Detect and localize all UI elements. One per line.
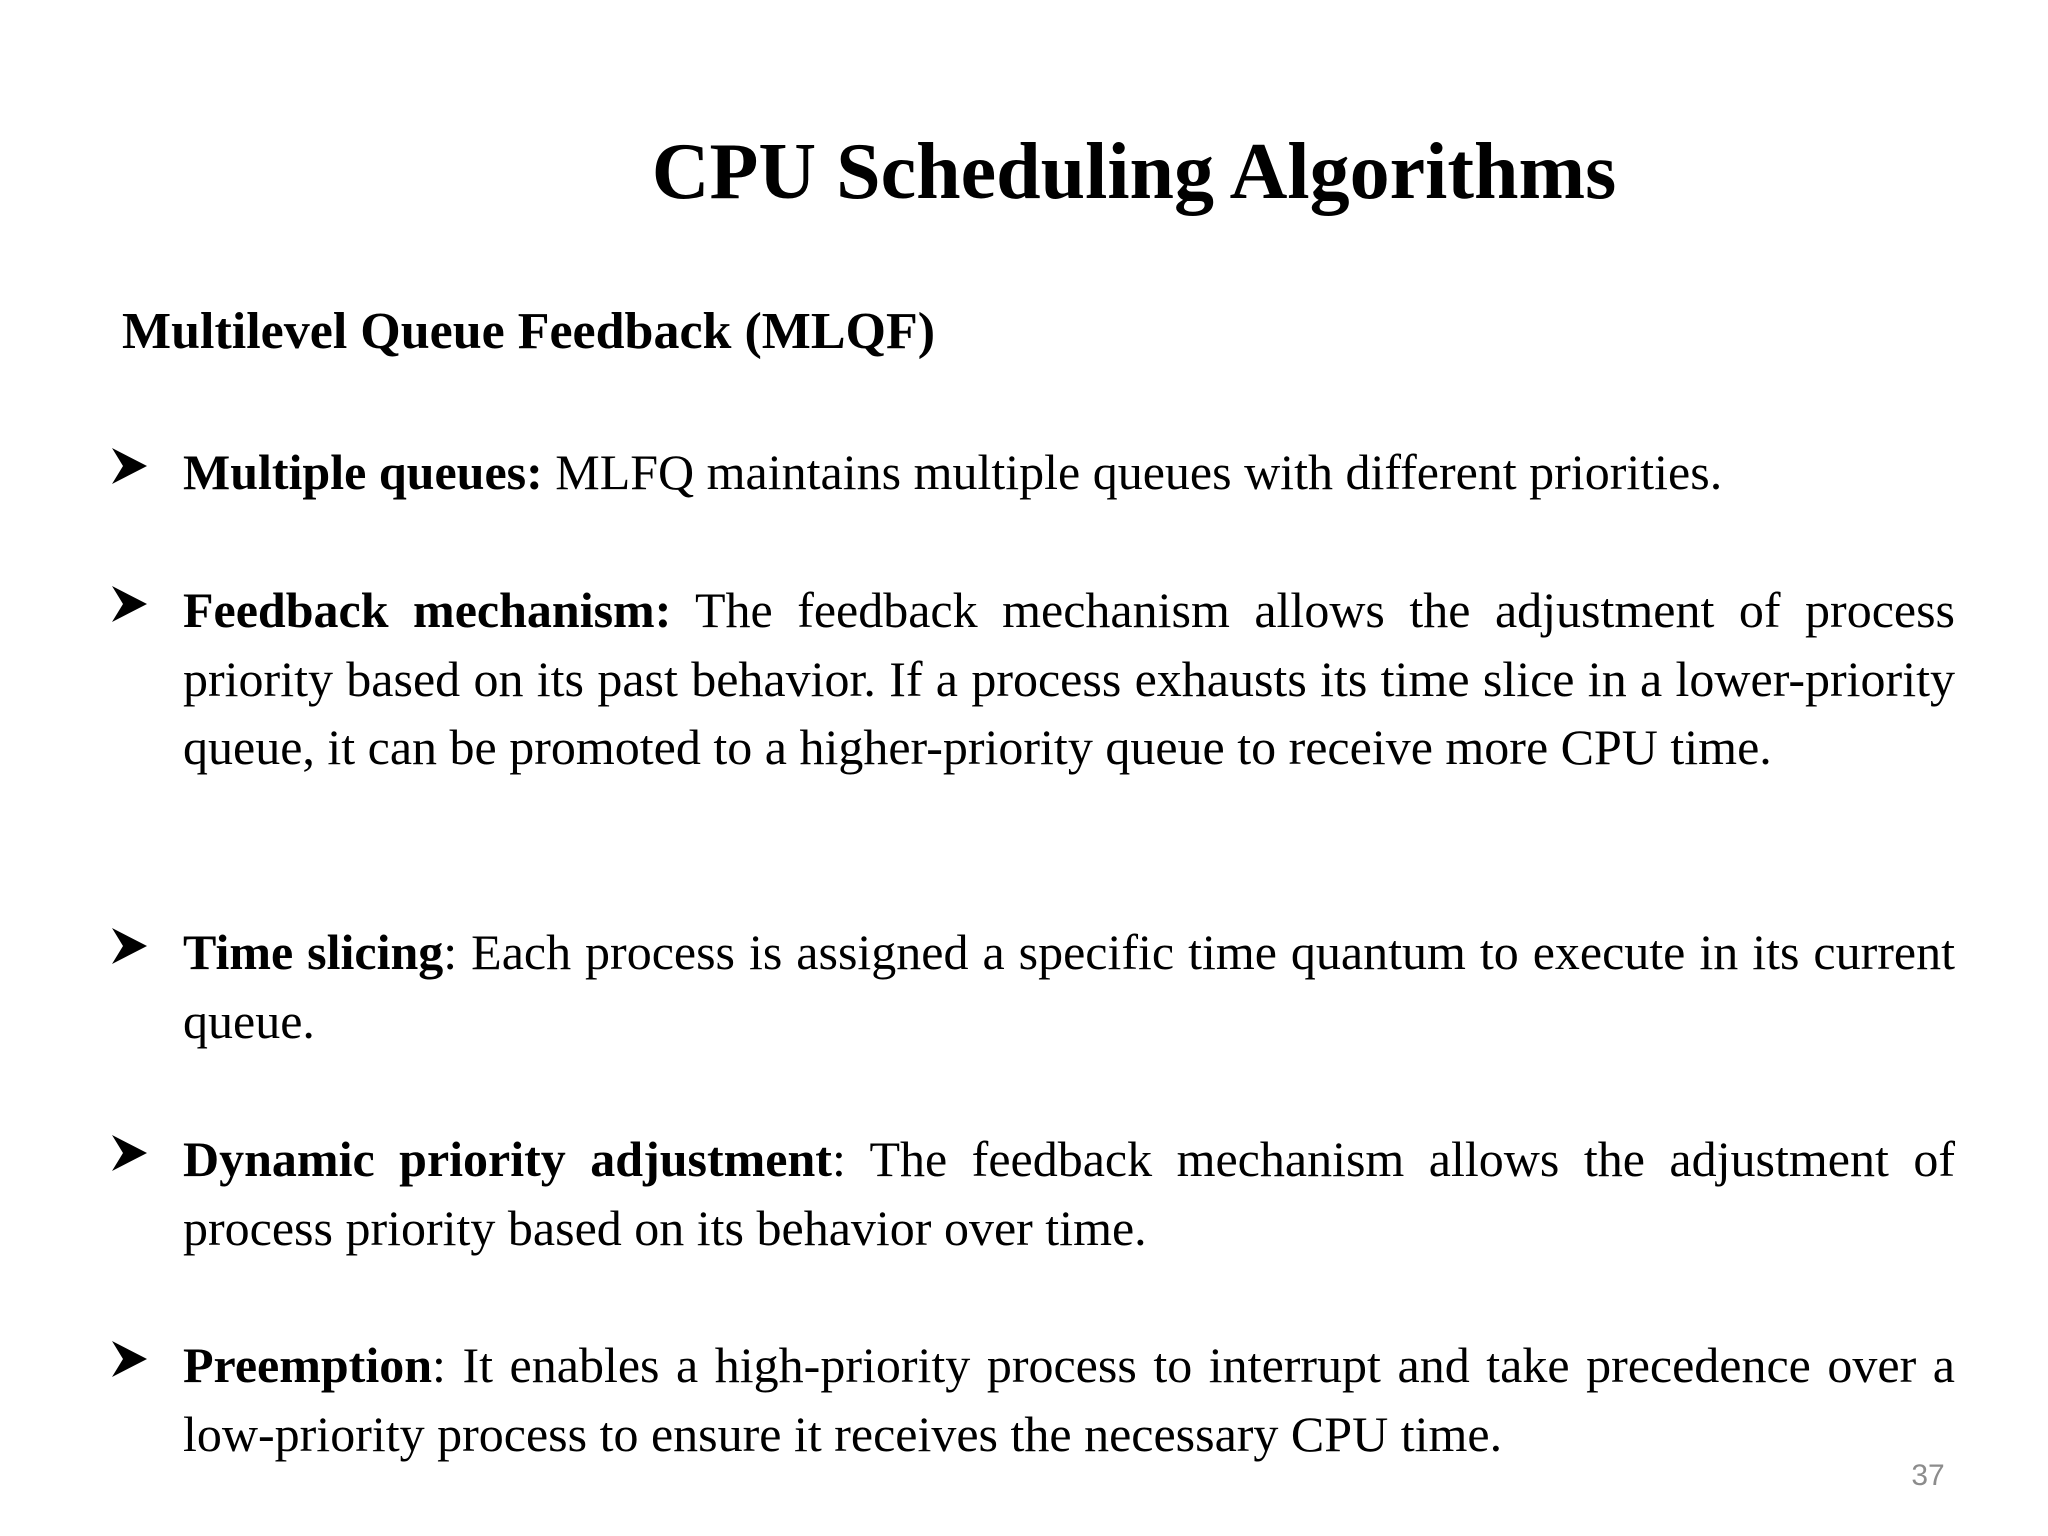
bullet-item-multiple-queues <box>183 438 1955 507</box>
arrowhead-bullet-icon <box>109 584 149 624</box>
bullet-item-feedback-mechanism <box>183 576 1955 782</box>
bullet-text: MLFQ maintains multiple queues with different priorities. <box>542 444 1723 500</box>
section-heading: Multilevel Queue Feedback (MLQF) <box>122 303 936 360</box>
page-number: 37 <box>1911 1459 1945 1492</box>
slide-title: CPU Scheduling Algorithms <box>651 128 1617 216</box>
bullet-term: Time slicing <box>183 924 444 980</box>
arrowhead-bullet-icon <box>109 926 149 966</box>
bullet-text: : Each process is assigned a specific time quantum to execute in its current queue. <box>183 924 1955 1049</box>
arrowhead-bullet-icon <box>109 1339 149 1379</box>
bullet-item-time-slicing <box>183 918 1955 1055</box>
bullet-text: : The feedback mechanism allows the adjustment of process priority based on its behavior over time. <box>183 1131 1955 1256</box>
bullet-item-preemption <box>183 1331 1955 1468</box>
bullet-term: Feedback mechanism: <box>183 582 672 638</box>
bullet-text: The feedback mechanism allows the adjustment of process priority based on its past behavior. If a process exhausts its time slice in a lower-priority queue, it can be promoted to a higher-priority queue to receive more CPU time. <box>183 582 1955 775</box>
arrowhead-bullet-icon <box>109 446 149 486</box>
bullet-item-dynamic-priority-adjustment <box>183 1125 1955 1262</box>
bullet-text: : It enables a high-priority process to interrupt and take precedence over a low-priority process to ensure it receives the necessary CPU time. <box>183 1337 1955 1462</box>
arrowhead-bullet-icon <box>109 1133 149 1173</box>
bullet-term: Multiple queues: <box>183 444 543 500</box>
bullet-term: Dynamic priority adjustment <box>183 1131 832 1187</box>
bullet-term: Preemption <box>183 1337 433 1393</box>
